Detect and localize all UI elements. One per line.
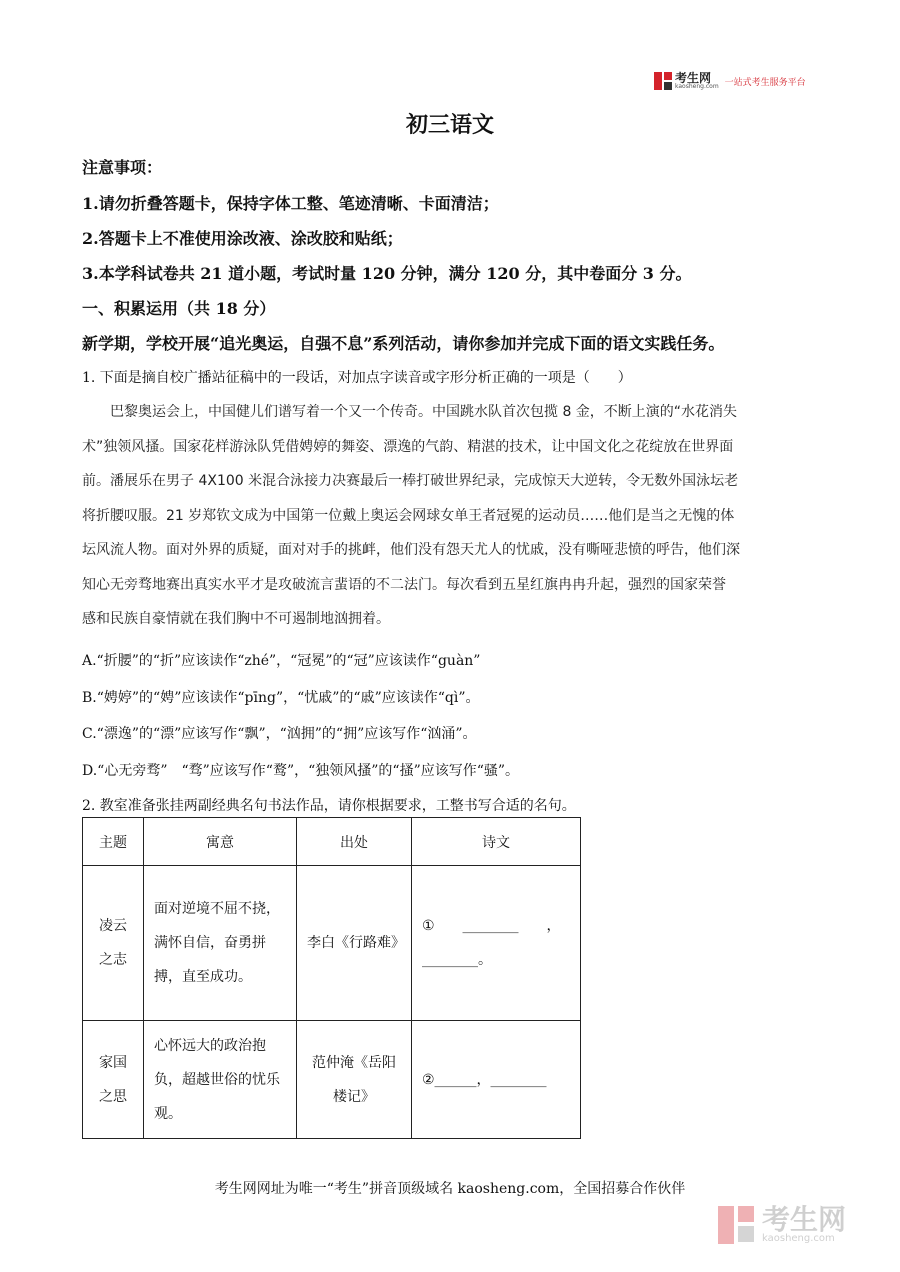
row1-meaning: 面对逆境不屈不挠，满怀自信，奋勇拼搏，直至成功。 — [154, 901, 280, 985]
section1-heading: 一、积累运用（共 18 分） — [82, 299, 276, 318]
row2-meaning: 心怀远大的政治抱负，超越世俗的忧乐观。 — [154, 1037, 280, 1122]
notice-item-2: 2.答题卡上不准使用涂改液、涂改胶和贴纸； — [82, 229, 403, 248]
section1-intro: 新学期，学校开展“追光奥运，自强不息”系列活动，请你参加并完成下面的语文实践任务。 — [82, 334, 725, 353]
header-theme: 主题 — [83, 818, 144, 866]
passage-line: 巴黎奥运会上，中国健儿们谱写着一个又一个传奇。中国跳水队首次包揽 8 金，不断上演的“水花消失 — [110, 404, 738, 420]
q1-passage — [82, 395, 820, 637]
watermark — [718, 1203, 847, 1244]
footer-text: 考生网网址为唯一“考生”拼音顶级域名 kaosheng.com，全国招募合作伙伴 — [214, 1181, 686, 1197]
table-row — [83, 1021, 581, 1139]
watermark-name: 考生网 — [762, 1203, 847, 1236]
passage-line: 感和民族自豪情就在我们胸中不可遏制地汹拥着。 — [82, 611, 390, 627]
logo-slogan: 一站式考生服务平台 — [724, 77, 806, 88]
passage-line: 术”独领风搔。国家花样游泳队凭借娉婷的舞姿、漂逸的气韵、精湛的技术，让中国文化之花绽放在世界面 — [82, 438, 734, 455]
header-meaning: 寓意 — [144, 818, 297, 866]
passage-line: 知心无旁骛地赛出真实水平才是攻破流言蜚语的不二法门。每次看到五星红旗冉冉升起，强烈的国家荣誉 — [82, 576, 726, 593]
passage-line: 前。潘展乐在男子 4X100 米混合泳接力决赛最后一棒打破世界纪录，完成惊天大逆转，令无数外国泳坛老 — [82, 473, 739, 489]
q1-stem: 1. 下面是摘自校广播站征稿中的一段话，对加点字读音或字形分析正确的一项是（ ） — [82, 370, 632, 386]
row2-theme: 家国之思 — [99, 1054, 127, 1105]
watermark-logo-icon — [718, 1206, 756, 1244]
passage-line: 坛风流人物。面对外界的质疑，面对对手的挑衅，他们没有怨天尤人的忧戚，没有嘶哑悲愤的呼告，他们深 — [82, 542, 740, 558]
row1-verse-line2[interactable]: ________。 — [422, 952, 492, 968]
row2-source: 范仲淹《岳阳楼记》 — [312, 1054, 396, 1105]
q1-option-a: A.“折腰”的“折”应该读作“zhé”，“冠冕”的“冠”应该读作“guàn” — [82, 653, 481, 669]
page-title: 初三语文 — [405, 112, 494, 138]
watermark-domain: kaosheng.com — [762, 1233, 835, 1244]
logo-domain: kaosheng.com — [675, 83, 719, 90]
header-source: 出处 — [297, 818, 412, 866]
header-verse: 诗文 — [412, 818, 581, 866]
row1-verse-line1[interactable]: ① ________ ， — [422, 918, 561, 934]
row2-verse-line1[interactable]: ②______，________ — [422, 1071, 547, 1088]
q2-table — [82, 817, 581, 1139]
passage-line: 将折腰叹服。21 岁郑钦文成为中国第一位戴上奥运会网球女单王者冠冕的运动员……他们是当之无愧的体 — [82, 507, 735, 524]
row1-source: 李白《行路难》 — [307, 935, 405, 951]
q1-option-d: D.“心无旁骛” “骛”应该写作“鹜”，“独领风搔”的“搔”应该写作“骚”。 — [82, 763, 520, 779]
logo-icon — [654, 72, 672, 90]
q1-option-c: C.“漂逸”的“漂”应该写作“飘”，“汹拥”的“拥”应该写作“汹涌”。 — [82, 726, 477, 742]
row1-theme: 凌云之志 — [99, 918, 127, 968]
table-header-row — [83, 818, 581, 866]
notice-heading: 注意事项： — [82, 158, 163, 177]
q2-stem: 2. 教室准备张挂两副经典名句书法作品，请你根据要求，工整书写合适的名句。 — [82, 798, 576, 814]
table-row — [83, 866, 581, 1021]
notice-item-1: 1.请勿折叠答题卡，保持字体工整、笔迹清晰、卡面清洁； — [82, 194, 499, 213]
q1-option-b: B.“娉婷”的“娉”应该读作“pīng”，“忧戚”的“戚”应该读作“qì”。 — [82, 690, 480, 706]
header-logo — [654, 70, 806, 92]
notice-item-3: 3.本学科试卷共 21 道小题，考试时量 120 分钟，满分 120 分，其中卷面分 3 分。 — [82, 264, 692, 283]
logo-name: 考生网 — [675, 71, 712, 85]
